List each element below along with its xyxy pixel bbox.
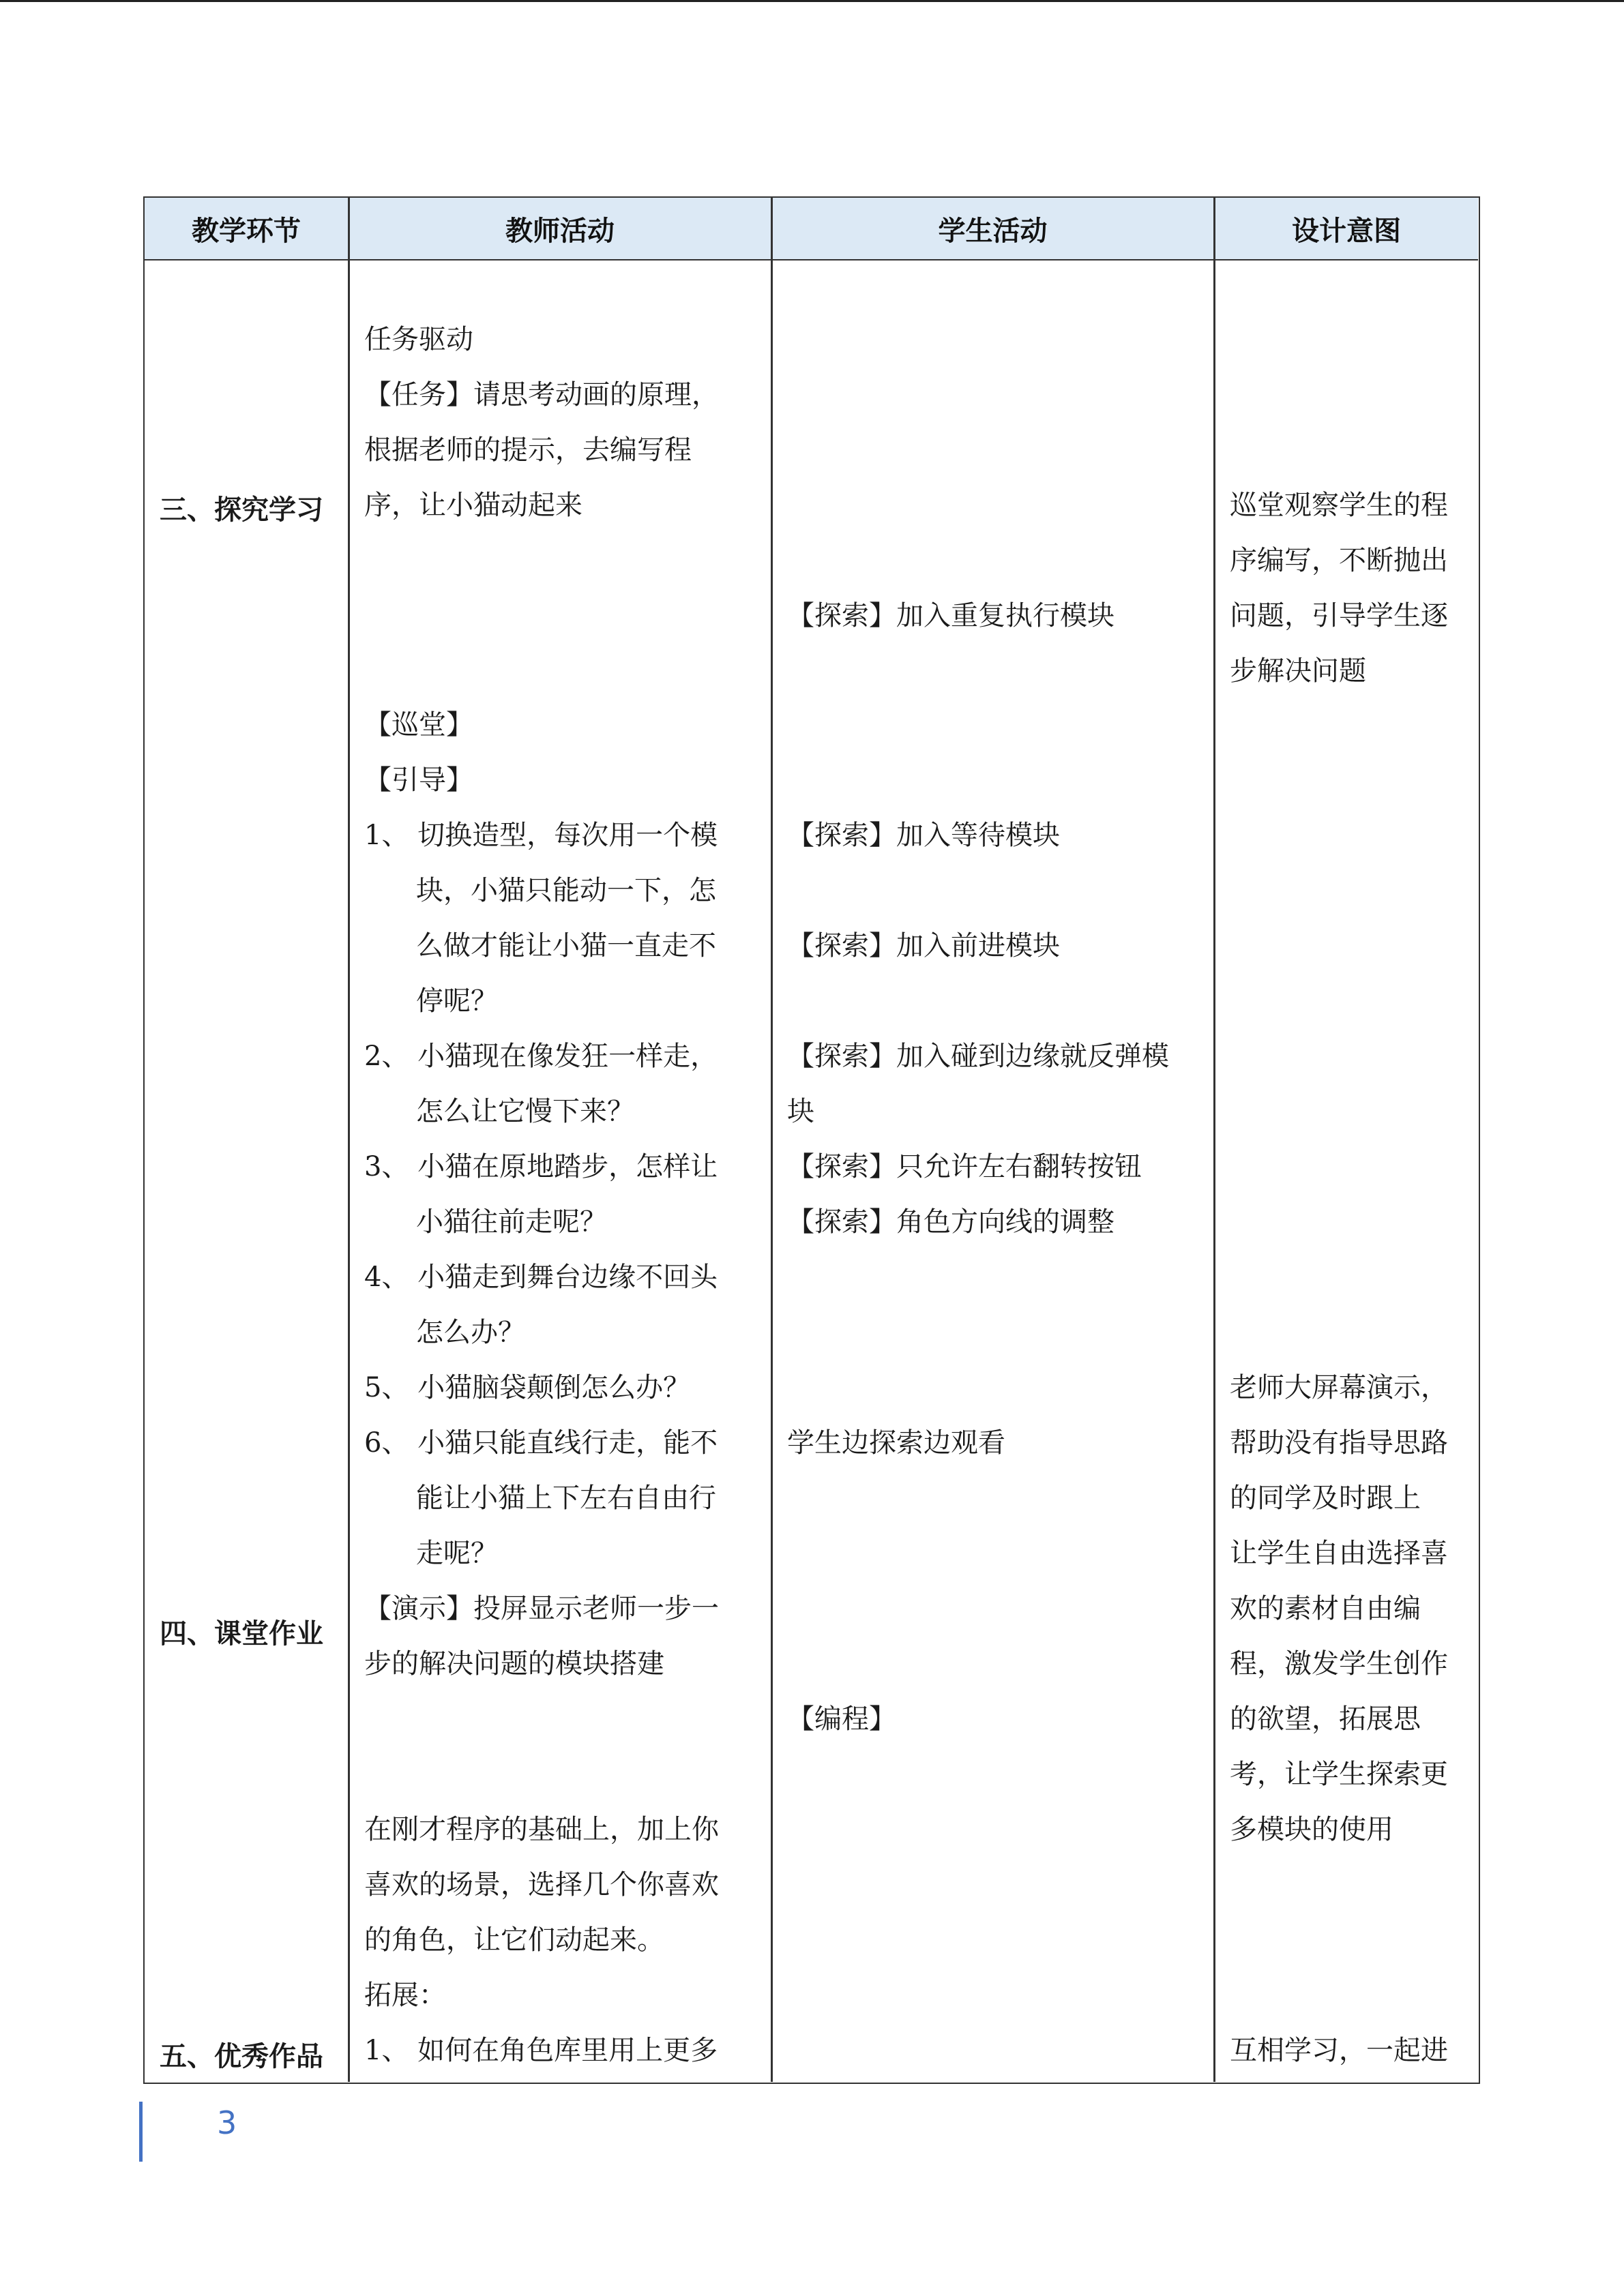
teacher-line: 序，让小猫动起来 [364,490,582,521]
student-line: 【探索】加入重复执行模块 [787,600,1114,631]
teacher-line: 2、 小猫现在像发狂一样走， [364,1041,718,1072]
student-line: 学生边探索边观看 [787,1427,1005,1459]
teacher-line: 【巡堂】 [364,709,473,741]
footer-accent-bar [139,2102,143,2162]
top-border-line [0,0,1624,2]
intent-line: 多模块的使用 [1230,1814,1393,1845]
column-divider [348,198,350,2082]
teacher-line: 步的解决问题的模块搭建 [364,1648,664,1680]
student-line: 【探索】加入碰到边缘就反弹模 [787,1041,1169,1072]
teacher-line: 【任务】请思考动画的原理， [364,379,719,411]
teacher-line: 4、 小猫走到舞台边缘不回头 [364,1262,718,1293]
student-line: 【探索】只允许左右翻转按钮 [787,1151,1142,1182]
teacher-line: 任务驱动 [364,324,473,355]
teacher-line: 1、 切换造型，每次用一个模 [364,820,718,851]
student-line: 块 [787,1096,814,1127]
page-number: 3 [217,2104,237,2141]
teacher-line: 小猫往前走呢？ [416,1206,607,1238]
teacher-line: 拓展： [364,1980,446,2011]
teacher-line: 怎么让它慢下来？ [416,1096,634,1127]
teacher-line: 根据老师的提示，去编写程 [364,434,692,466]
teacher-line: 么做才能让小猫一直走不 [416,930,716,961]
lesson-plan-table [143,196,1480,2084]
column-divider [771,198,773,2082]
intent-line: 程，激发学生创作 [1230,1648,1448,1680]
teacher-line: 的角色，让它们动起来。 [364,1924,664,1956]
header-design-intent: 设计意图 [1292,215,1401,247]
student-line: 【探索】角色方向线的调整 [787,1206,1114,1238]
header-teacher-activity: 教师活动 [505,215,615,247]
teacher-line: 5、 小猫脑袋颠倒怎么办？ [364,1372,691,1403]
teacher-line: 【演示】投屏显示老师一步一 [364,1593,719,1624]
intent-line: 步解决问题 [1230,655,1366,687]
intent-line: 老师大屏幕演示， [1230,1372,1448,1403]
stage-explore-learning: 三、探究学习 [160,494,323,526]
header-student-activity: 学生活动 [938,215,1048,247]
intent-line: 考，让学生探索更 [1230,1759,1448,1790]
teacher-line: 6、 小猫只能直线行走，能不 [364,1427,718,1459]
intent-line: 的欲望，拓展思 [1230,1703,1421,1735]
teacher-line: 走呢？ [416,1538,498,1569]
intent-line: 互相学习，一起进 [1230,2035,1448,2066]
teacher-line: 块，小猫只能动一下，怎 [416,875,716,906]
teacher-line: 在刚才程序的基础上，加上你 [364,1814,719,1845]
teacher-line: 怎么办？ [416,1317,525,1348]
student-line: 【探索】加入等待模块 [787,820,1060,851]
intent-line: 帮助没有指导思路 [1230,1427,1448,1459]
intent-line: 巡堂观察学生的程 [1230,490,1448,521]
stage-excellent-works: 五、优秀作品 [160,2041,323,2072]
intent-line: 欢的素材自由编 [1230,1593,1421,1624]
intent-line: 让学生自由选择喜 [1230,1538,1448,1569]
teacher-line: 3、 小猫在原地踏步，怎样让 [364,1151,718,1182]
intent-line: 问题，引导学生逐 [1230,600,1448,631]
student-line: 【编程】 [787,1703,896,1735]
student-line: 【探索】加入前进模块 [787,930,1060,961]
intent-line: 序编写，不断抛出 [1230,545,1448,576]
stage-classwork: 四、课堂作业 [160,1618,323,1650]
header-stage: 教学环节 [192,215,301,247]
column-divider [1213,198,1215,2082]
teacher-line: 1、 如何在角色库里用上更多 [364,2035,718,2066]
teacher-line: 【引导】 [364,764,473,796]
intent-line: 的同学及时跟上 [1230,1482,1421,1514]
teacher-line: 能让小猫上下左右自由行 [416,1482,716,1514]
teacher-line: 停呢？ [416,985,498,1017]
teacher-line: 喜欢的场景，选择几个你喜欢 [364,1869,719,1900]
